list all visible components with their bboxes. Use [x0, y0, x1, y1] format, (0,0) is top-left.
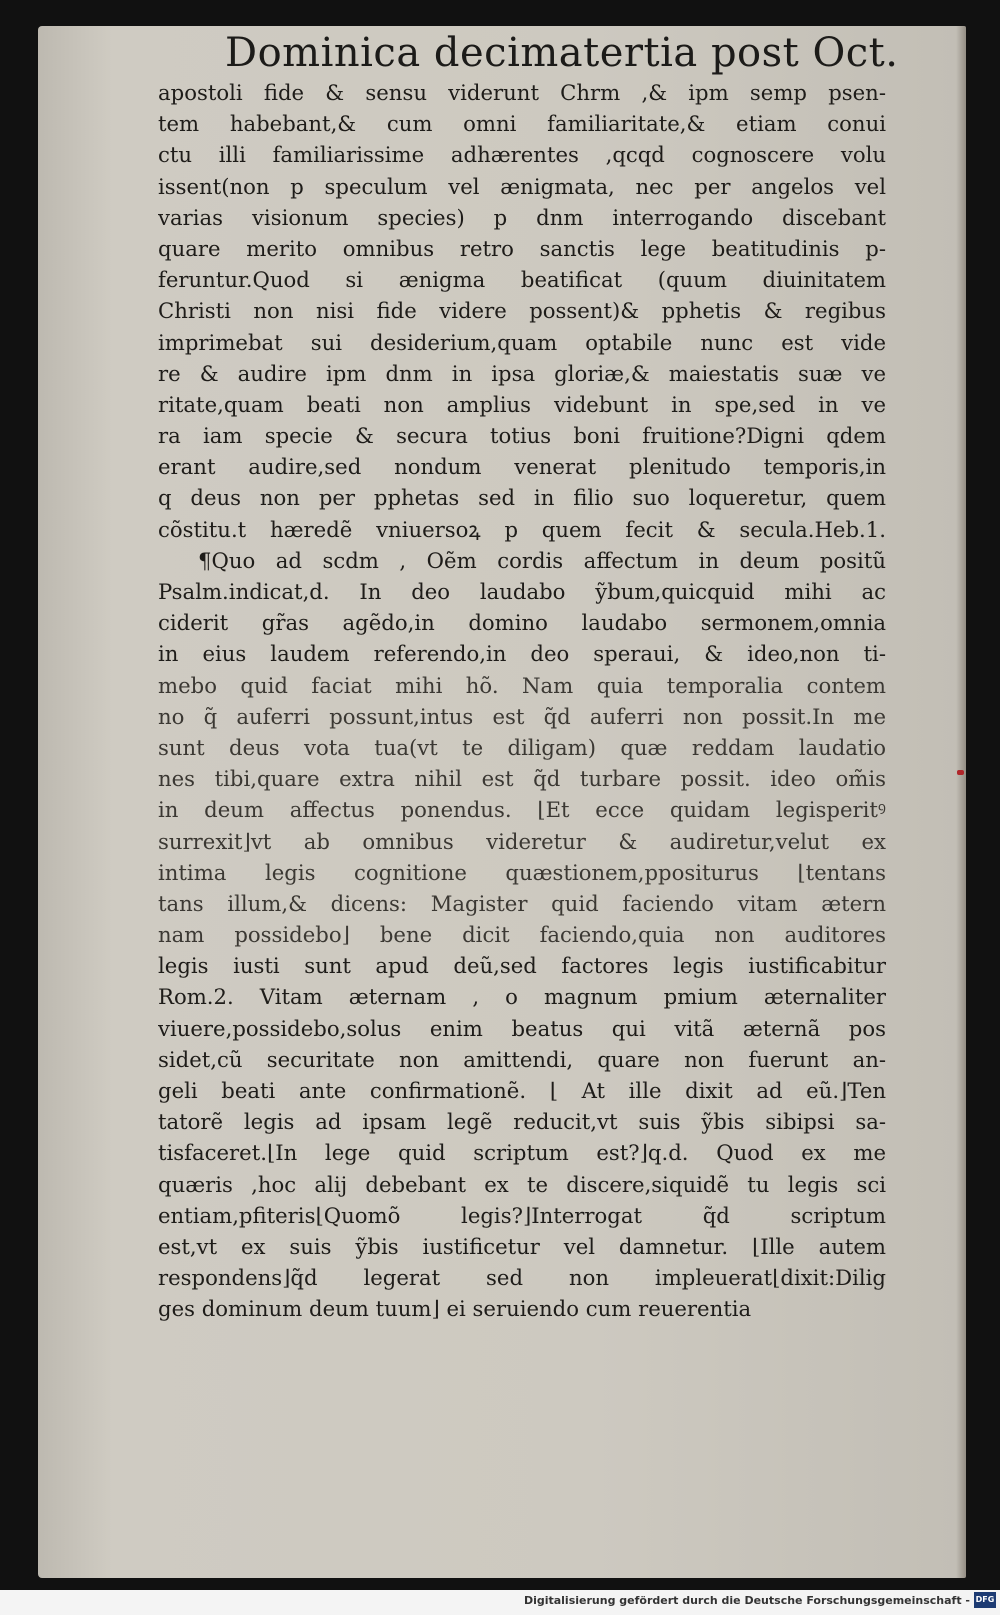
text-line: apostoli fide & sensu viderunt Chrm ,& ipm semp psen-	[158, 80, 886, 105]
text-line: Psalm.indicat,d. In deo laudabo ỹbum,quicquid mihi ac	[158, 579, 886, 604]
text-line: ra iam specie & secura totius boni fruitione?Digni qdem	[158, 423, 886, 449]
text-line: Rom.2. Vitam æternam , o magnum pmium æternaliter	[158, 984, 886, 1010]
text-line: sunt deus vota tua(vt te diligam) quæ reddam laudatio	[158, 734, 886, 760]
text-line: issent(non p speculum vel ænigmata, nec per angelos vel	[158, 173, 886, 199]
page-edge-shadow	[956, 26, 966, 1578]
text-line: ritate,quam beati non amplius videbunt in spe,sed in ve	[158, 391, 886, 417]
funding-credit: Digitalisierung gefördert durch die Deutsche Forschungsgemeinschaft -	[523, 1594, 970, 1607]
text-line: est,vt ex suis ỹbis iustificetur vel damnetur. ⌊Ille autem	[158, 1233, 886, 1259]
text-line: ges dominum deum tuum⌋ ei seruiendo cum reuerentia	[158, 1296, 752, 1322]
text-line: tisfaceret.⌊In lege quid scriptum est?⌋q.d. Quod ex me	[158, 1140, 886, 1166]
text-line: quæris ,hoc alij debebant ex te discere,siquidẽ tu legis sci	[158, 1171, 886, 1197]
text-line: respondens⌋q̃d legerat sed non impleuerat⌊dixit:Dilig	[158, 1265, 886, 1291]
text-line: tatorẽ legis ad ipsam legẽ reducit,vt suis ỹbis sibipsi sa-	[158, 1109, 886, 1135]
text-line: ciderit gr̃as agẽdo,in domino laudabo sermonem,omnia	[158, 610, 886, 636]
body-text	[158, 77, 886, 1325]
text-line: q deus non per pphetas sed in filio suo loqueretur, quem	[158, 485, 886, 511]
margin-mark	[957, 770, 964, 775]
text-line: geli beati ante confirmationẽ. ⌊ At ille dixit ad eũ.⌋Ten	[158, 1078, 886, 1103]
running-title: Dominica decimatertia post Oct.	[225, 30, 899, 76]
text-line: erant audire,sed nondum venerat plenitudo temporis,in	[158, 454, 886, 480]
text-line: nam possidebo⌋ bene dicit faciendo,quia non auditores	[158, 922, 886, 948]
text-line: entiam,pfiteris⌊Quomõ legis?⌋Interrogat q̃d scriptum	[158, 1202, 886, 1228]
text-line: ¶Quo ad scdm , Oẽm cordis affectum in deum positũ	[198, 547, 886, 573]
text-line: in eius laudem referendo,in deo speraui, & ideo,non ti-	[158, 641, 886, 667]
text-line: cõstitu.t hæredẽ vniuersoꝝ p quem fecit & secula.Heb.1.	[158, 516, 886, 542]
dfg-logo: DFG	[974, 1592, 996, 1608]
text-line: mebo quid faciat mihi hõ. Nam quia temporalia contem	[158, 672, 886, 698]
text-line: Christi non nisi fide videre possent)& pphetis & regibus	[158, 298, 886, 324]
text-line: nes tibi,quare extra nihil est q̃d turbare possit. ideo om̃is	[158, 766, 886, 792]
text-line: ctu illi familiarissime adhærentes ,qcqd cognoscere volu	[158, 142, 886, 168]
text-line: no q̃ auferri possunt,intus est q̃d auferri non possit.In me	[158, 703, 886, 729]
text-line: tem habebant,& cum omni familiaritate,& etiam conui	[158, 111, 886, 137]
text-line: viuere,possidebo,solus enim beatus qui vitã æternã pos	[158, 1015, 886, 1041]
text-line: intima legis cognitione quæstionem,ppositurus ⌊tentans	[158, 859, 886, 885]
text-line: tans illum,& dicens: Magister quid faciendo vitam ætern	[158, 890, 886, 916]
text-line: sidet,cũ securitate non amittendi, quare non fuerunt an-	[158, 1046, 886, 1072]
text-line: feruntur.Quod si ænigma beatificat (quum diuinitatem	[158, 267, 886, 293]
footer-bar	[0, 1590, 1000, 1615]
text-line: surrexit⌋vt ab omnibus videretur & audiretur,velut ex	[158, 828, 886, 854]
text-line: in deum affectus ponendus. ⌊Et ecce quidam legisperitꝰ	[158, 797, 886, 823]
text-line: imprimebat sui desiderium,quam optabile nunc est vide	[158, 329, 886, 355]
text-line: re & audire ipm dnm in ipsa gloriæ,& maiestatis suæ ve	[158, 360, 886, 386]
text-line: quare merito omnibus retro sanctis lege beatitudinis p-	[158, 235, 886, 261]
text-line: varias visionum species) p dnm interrogando discebant	[158, 204, 886, 230]
text-line: legis iusti sunt apud deũ,sed factores legis iustificabitur	[158, 953, 886, 979]
